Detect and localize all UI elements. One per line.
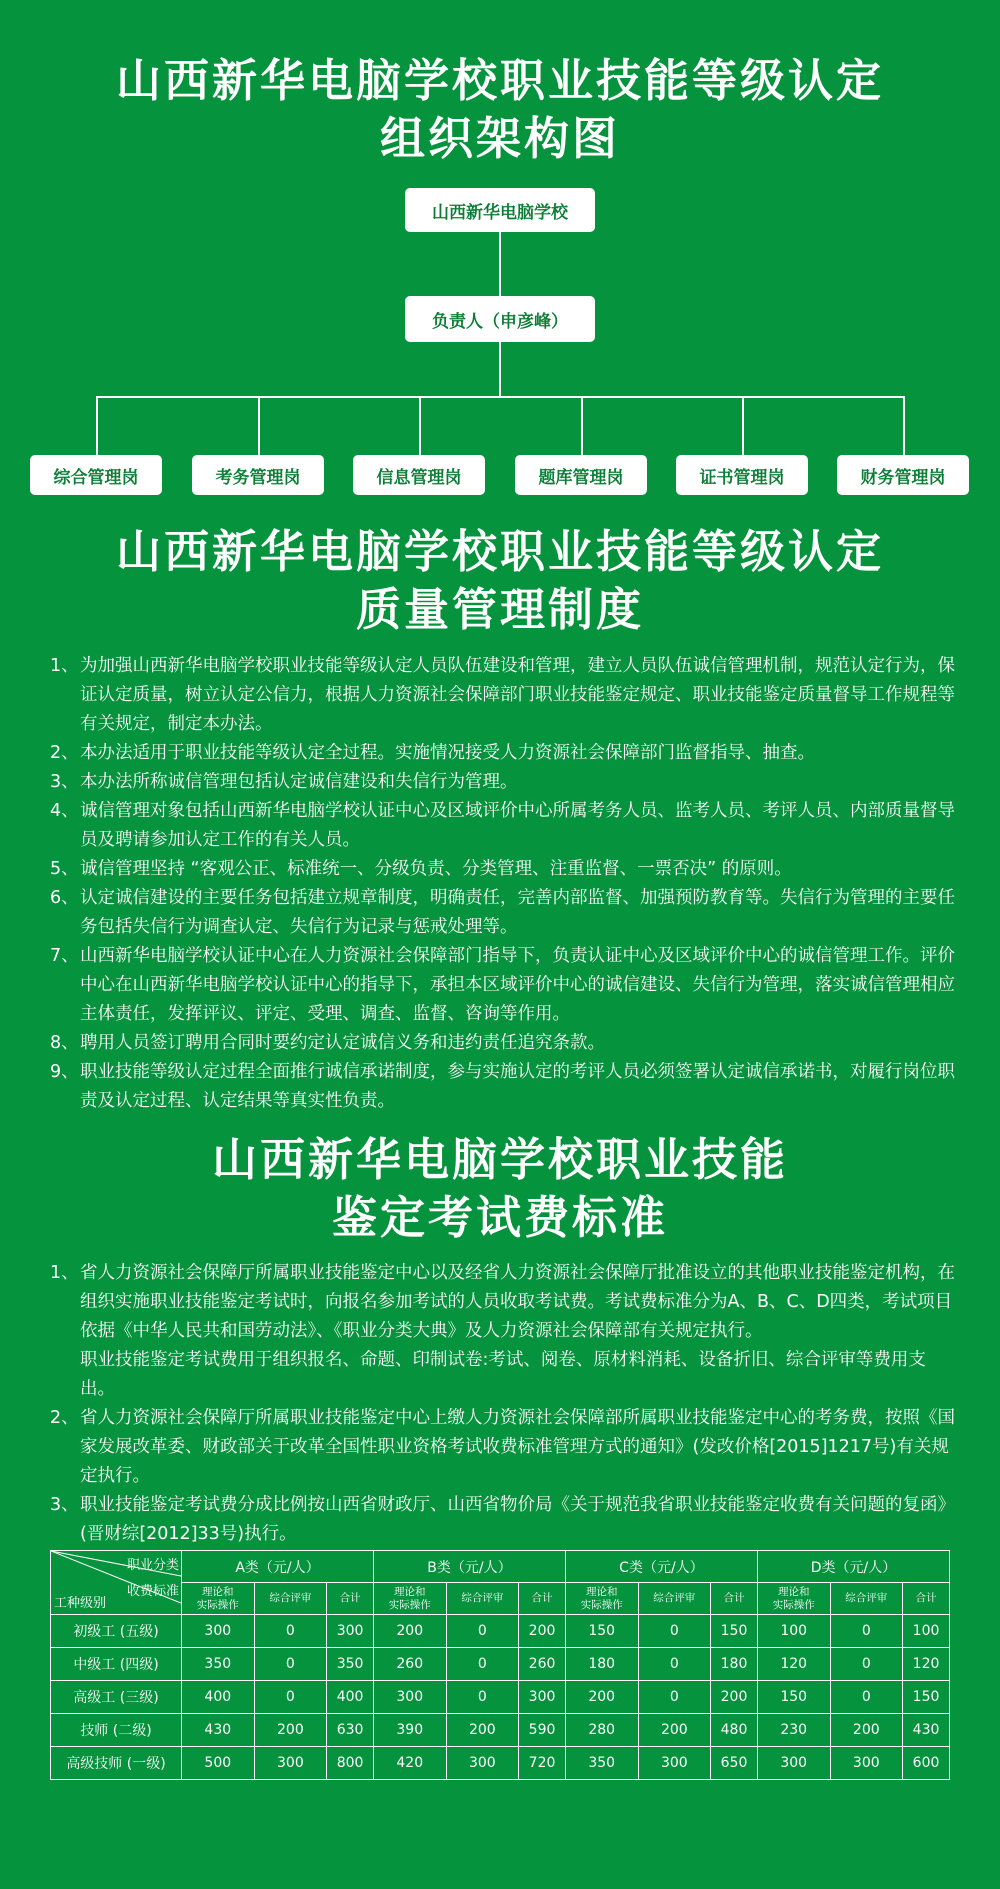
org-connector-post-6	[903, 396, 905, 455]
fee-rules-list	[50, 1259, 955, 1549]
org-connector-bar	[97, 396, 904, 398]
table-subheader-cell: 综合评审	[446, 1583, 519, 1615]
table-cell: 0	[830, 1615, 903, 1648]
list-item-text: 诚信管理对象包括山西新华电脑学校认证中心及区域评价中心所属考务人员、监考人员、考评人员、内部质量督导员及聘请参加认定工作的有关人员。	[80, 801, 955, 850]
org-connector-post-5	[742, 396, 744, 455]
list-item-text: 省人力资源社会保障厅所属职业技能鉴定中心以及经省人力资源社会保障厅批准设立的其他职业技能鉴定机构，在组织实施职业技能鉴定考试时，向报名参加考试的人员收取考试费。考试费标准分为A、B、C、D四类，考试项目依据《中华人民共和国劳动法》、《职业分类大典》及人力资源社会保障部有关规定执行。	[80, 1263, 955, 1341]
table-cell: 590	[519, 1714, 566, 1747]
table-cell: 400	[182, 1681, 255, 1714]
table-cell: 260	[519, 1648, 566, 1681]
list-item-text: 认定诚信建设的主要任务包括建立规章制度，明确责任，完善内部监督、加强预防教育等。失信行为管理的主要任务包括失信行为调查认定、失信行为记录与惩戒处理等。	[80, 888, 955, 937]
org-connector-post-2	[258, 396, 260, 455]
list-item-extra-text: 职业技能鉴定考试费用于组织报名、命题、印制试卷:考试、阅卷、原材料消耗、设备折旧、综合评审等费用支出。	[80, 1350, 926, 1399]
list-item-text: 省人力资源社会保障厅所属职业技能鉴定中心上缴人力资源社会保障部所属职业技能鉴定中心的考务费，按照《国家发展改革委、财政部关于改革全国性职业资格考试收费标准管理方式的通知》(发改价格[2015]1217号)有关规定执行。	[80, 1408, 955, 1486]
table-cell: 100	[903, 1615, 950, 1648]
table-cell: 0	[446, 1681, 519, 1714]
table-cell: 0	[446, 1648, 519, 1681]
table-subheader-cell: 合计	[327, 1583, 374, 1615]
table-cell: 150	[711, 1615, 758, 1648]
quality-title-line-2: 质量管理制度	[355, 583, 644, 636]
list-item	[50, 1058, 955, 1116]
list-item-number: 7、	[50, 946, 79, 966]
table-cell: 300	[757, 1747, 830, 1780]
list-item-number: 2、	[50, 743, 79, 763]
list-item	[50, 855, 955, 884]
org-connector-post-3	[419, 396, 421, 455]
table-cell: 300	[373, 1681, 446, 1714]
table-cell: 200	[519, 1615, 566, 1648]
list-item-number: 3、	[50, 772, 79, 792]
table-cell: 500	[182, 1747, 255, 1780]
org-post-box: 题库管理岗	[515, 455, 647, 495]
table-cell: 0	[638, 1681, 711, 1714]
table-cell: 150	[565, 1615, 638, 1648]
table-cell: 230	[757, 1714, 830, 1747]
org-connector-head-bar	[499, 342, 501, 396]
table-category-header: B类（元/人）	[373, 1551, 565, 1583]
org-head-box: 负责人（申彦峰）	[405, 296, 595, 342]
table-cell: 200	[446, 1714, 519, 1747]
fee-title	[0, 1131, 1000, 1247]
table-cell: 400	[327, 1681, 374, 1714]
table-cell: 100	[757, 1615, 830, 1648]
org-chart-title-line-2: 组织架构图	[379, 112, 620, 165]
table-cell: 200	[711, 1681, 758, 1714]
corner-label-bottom: 工种级别	[54, 1596, 107, 1611]
list-item-number: 1、	[50, 1263, 79, 1283]
list-item	[50, 1259, 955, 1404]
table-cell: 200	[830, 1714, 903, 1747]
list-item-text: 本办法适用于职业技能等级认定全过程。实施情况接受人力资源社会保障部门监督指导、抽查。	[80, 743, 815, 763]
list-item-number: 5、	[50, 859, 79, 879]
org-connector-post-4	[581, 396, 583, 455]
table-subheader-cell: 理论和 实际操作	[565, 1583, 638, 1615]
org-chart-title-line-1: 山西新华电脑学校职业技能等级认定	[115, 54, 884, 107]
fee-table	[50, 1550, 950, 1780]
table-cell: 300	[446, 1747, 519, 1780]
table-cell: 200	[565, 1681, 638, 1714]
table-cell: 280	[565, 1714, 638, 1747]
list-item	[50, 942, 955, 1029]
list-item-number: 4、	[50, 801, 79, 821]
table-cell: 300	[830, 1747, 903, 1780]
table-subheader-cell: 综合评审	[254, 1583, 327, 1615]
list-item	[50, 884, 955, 942]
table-cell: 650	[711, 1747, 758, 1780]
table-category-header: C类（元/人）	[565, 1551, 757, 1583]
table-cell: 300	[254, 1747, 327, 1780]
table-cell: 350	[327, 1648, 374, 1681]
list-item-number: 3、	[50, 1495, 79, 1515]
list-item-text: 职业技能鉴定考试费分成比例按山西省财政厅、山西省物价局《关于规范我省职业技能鉴定收费有关问题的复函》(晋财综[2012]33号)执行。	[80, 1495, 955, 1544]
quality-rules-list	[50, 652, 955, 1116]
table-cell: 0	[446, 1615, 519, 1648]
table-cell: 300	[327, 1615, 374, 1648]
table-cell: 200	[373, 1615, 446, 1648]
table-cell: 630	[327, 1714, 374, 1747]
corner-label-middle: 收费标准	[126, 1584, 179, 1599]
list-item-number: 2、	[50, 1408, 79, 1428]
list-item-text: 职业技能等级认定过程全面推行诚信承诺制度，参与实施认定的考评人员必须签署认定诚信承诺书，对履行岗位职责及认定过程、认定结果等真实性负责。	[80, 1062, 955, 1111]
list-item	[50, 1404, 955, 1491]
table-row	[51, 1648, 950, 1681]
list-item-number: 6、	[50, 888, 79, 908]
table-row	[51, 1714, 950, 1747]
quality-title	[0, 523, 1000, 639]
org-connector-root-head	[499, 232, 501, 296]
list-item	[50, 652, 955, 739]
table-cell: 430	[903, 1714, 950, 1747]
list-item-number: 1、	[50, 656, 79, 676]
table-header-row	[51, 1551, 950, 1583]
table-cell: 260	[373, 1648, 446, 1681]
list-item-text: 诚信管理坚持 “客观公正、标准统一、分级负责、分类管理、注重监督、一票否决” 的原则。	[80, 859, 792, 879]
fee-title-line-1: 山西新华电脑学校职业技能	[211, 1133, 788, 1186]
list-item-text: 为加强山西新华电脑学校职业技能等级认定人员队伍建设和管理，建立人员队伍诚信管理机制，规范认定行为，保证认定质量，树立认定公信力，根据人力资源社会保障部门职业技能鉴定规定、职业技能鉴定质量督导工作规程等有关规定，制定本办法。	[80, 656, 955, 734]
table-row	[51, 1747, 950, 1780]
table-cell: 150	[903, 1681, 950, 1714]
org-root-box: 山西新华电脑学校	[405, 188, 595, 232]
table-cell: 0	[638, 1648, 711, 1681]
table-cell: 350	[565, 1747, 638, 1780]
org-post-box: 证书管理岗	[676, 455, 808, 495]
table-cell: 600	[903, 1747, 950, 1780]
table-cell: 0	[254, 1648, 327, 1681]
table-corner-cell	[51, 1551, 182, 1615]
list-item	[50, 1029, 955, 1058]
table-cell: 180	[711, 1648, 758, 1681]
quality-title-line-1: 山西新华电脑学校职业技能等级认定	[115, 525, 884, 578]
list-item-number: 9、	[50, 1062, 79, 1082]
org-chart-title	[0, 52, 1000, 168]
list-item-text: 山西新华电脑学校认证中心在人力资源社会保障部门指导下，负责认证中心及区域评价中心的诚信管理工作。评价中心在山西新华电脑学校认证中心的指导下，承担本区域评价中心的诚信建设、失信行为管理，落实诚信管理相应主体责任，发挥评议、评定、受理、调查、监督、咨询等作用。	[80, 946, 955, 1024]
table-cell: 480	[711, 1714, 758, 1747]
table-subheader-cell: 综合评审	[830, 1583, 903, 1615]
table-subheader-cell: 理论和 实际操作	[373, 1583, 446, 1615]
list-item-number: 8、	[50, 1033, 79, 1053]
table-category-header: A类（元/人）	[182, 1551, 374, 1583]
list-item	[50, 1491, 955, 1549]
org-connector-post-1	[96, 396, 98, 455]
table-row	[51, 1615, 950, 1648]
table-subheader-cell: 综合评审	[638, 1583, 711, 1615]
table-cell-level: 中级工 (四级)	[51, 1648, 182, 1681]
table-cell-level: 高级技师 (一级)	[51, 1747, 182, 1780]
org-post-box: 财务管理岗	[837, 455, 969, 495]
table-cell: 180	[565, 1648, 638, 1681]
list-item	[50, 768, 955, 797]
table-cell: 200	[638, 1714, 711, 1747]
table-cell: 300	[638, 1747, 711, 1780]
table-cell: 430	[182, 1714, 255, 1747]
table-subheader-cell: 合计	[519, 1583, 566, 1615]
table-cell-level: 初级工 (五级)	[51, 1615, 182, 1648]
table-cell: 300	[519, 1681, 566, 1714]
org-post-box: 信息管理岗	[353, 455, 485, 495]
table-cell: 390	[373, 1714, 446, 1747]
org-post-box: 考务管理岗	[192, 455, 324, 495]
table-cell: 0	[254, 1615, 327, 1648]
fee-table-body	[51, 1615, 950, 1780]
table-subheader-cell: 理论和 实际操作	[182, 1583, 255, 1615]
table-cell: 420	[373, 1747, 446, 1780]
table-cell: 200	[254, 1714, 327, 1747]
list-item	[50, 739, 955, 768]
table-cell: 300	[182, 1615, 255, 1648]
table-cell: 0	[830, 1648, 903, 1681]
table-row	[51, 1681, 950, 1714]
table-subheader-row	[51, 1583, 950, 1615]
table-cell: 350	[182, 1648, 255, 1681]
list-item	[50, 797, 955, 855]
table-cell: 120	[757, 1648, 830, 1681]
org-post-box: 综合管理岗	[30, 455, 162, 495]
list-item-text: 本办法所称诚信管理包括认定诚信建设和失信行为管理。	[80, 772, 518, 792]
table-subheader-cell: 合计	[711, 1583, 758, 1615]
table-cell-level: 高级工 (三级)	[51, 1681, 182, 1714]
corner-label-top: 职业分类	[126, 1558, 179, 1573]
fee-title-line-2: 鉴定考试费标准	[331, 1191, 668, 1244]
table-cell: 0	[254, 1681, 327, 1714]
table-cell-level: 技师 (二级)	[51, 1714, 182, 1747]
table-cell: 120	[903, 1648, 950, 1681]
table-cell: 0	[638, 1615, 711, 1648]
table-subheader-cell: 理论和 实际操作	[757, 1583, 830, 1615]
table-cell: 0	[830, 1681, 903, 1714]
table-cell: 800	[327, 1747, 374, 1780]
table-category-header: D类（元/人）	[757, 1551, 949, 1583]
table-cell: 720	[519, 1747, 566, 1780]
table-cell: 150	[757, 1681, 830, 1714]
table-subheader-cell: 合计	[903, 1583, 950, 1615]
list-item-text: 聘用人员签订聘用合同时要约定认定诚信义务和违约责任追究条款。	[80, 1033, 605, 1053]
